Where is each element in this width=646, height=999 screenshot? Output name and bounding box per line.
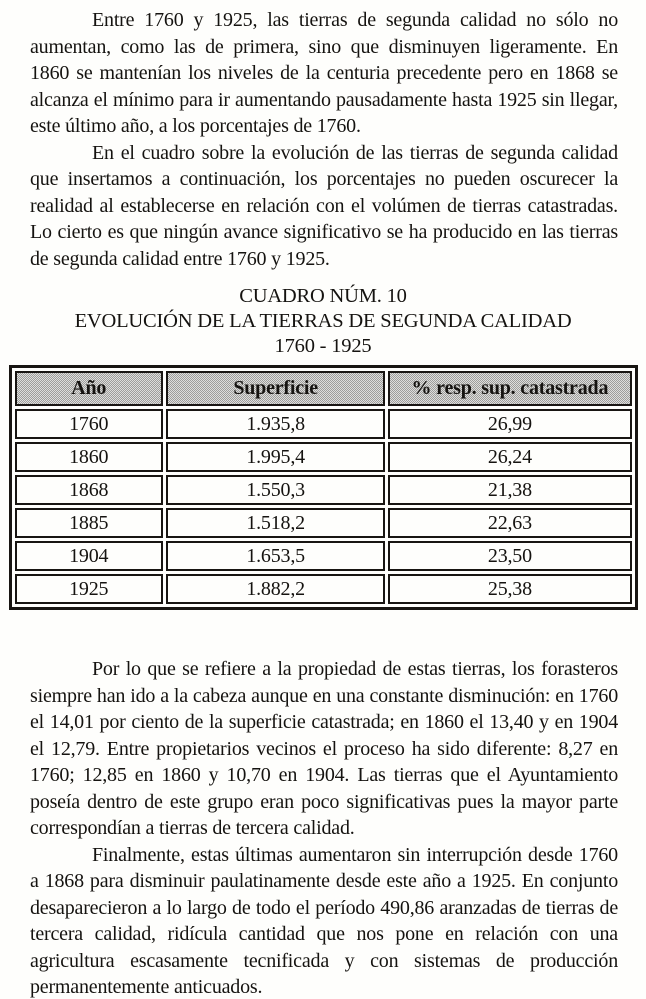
cell-porcentaje: 26,99 xyxy=(388,409,631,439)
paragraph-cuadro-intro: En el cuadro sobre la evolución de las tierras de segunda calidad que insertamos a continuación, los porcentajes no pueden oscurecer la realidad al establecerse en relación con el volúmen de tierras catastradas. Lo cierto es que ningún avance significativo se ha producido en las tierras de segunda calidad entre 1760 y 1925. xyxy=(30,141,618,270)
cell-ano: 1860 xyxy=(15,442,163,472)
table-header-row xyxy=(15,371,632,406)
table-caption xyxy=(0,284,646,359)
table-row xyxy=(15,508,632,538)
cell-superficie: 1.550,3 xyxy=(166,475,385,505)
cell-superficie: 1.882,2 xyxy=(166,574,385,604)
table-row xyxy=(15,475,632,505)
cell-superficie: 1.935,8 xyxy=(166,409,385,439)
table-subtitle: EVOLUCIÓN DE LA TIERRAS DE SEGUNDA CALIDAD xyxy=(74,310,572,332)
paragraph-finalmente: Finalmente, estas últimas aumentaron sin interrupción desde 1760 a 1868 para disminuir paulatinamente desde este año a 1925. En conjunto desaparecieron a lo largo de todo el período 490,86 aranzadas de tierras de tercera calidad, ridícula cantidad que nos pone en relación con una agricultura escasamente tecnificada y con sistemas de producción permanentemente anticuados. xyxy=(30,843,618,998)
paragraph-intro: Entre 1760 y 1925, las tierras de segunda calidad no sólo no aumentan, como las de primera, sino que disminuyen ligeramente. En 1860 se mantenían los niveles de la centuria precedente pero en 1868 se alcanza el mínimo para ir aumentando pausadamente hasta 1925 sin llegar, este último año, a los porcentajes de 1760. xyxy=(30,9,618,137)
cell-porcentaje: 21,38 xyxy=(388,475,631,505)
cell-superficie: 1.995,4 xyxy=(166,442,385,472)
table-row xyxy=(15,409,632,439)
table-period: 1760 - 1925 xyxy=(274,335,372,357)
cell-superficie: 1.653,5 xyxy=(166,541,385,571)
cell-ano: 1885 xyxy=(15,508,163,538)
column-header-ano: Año xyxy=(15,371,163,406)
cell-ano: 1925 xyxy=(15,574,163,604)
column-header-superficie: Superficie xyxy=(166,371,385,406)
cell-porcentaje: 22,63 xyxy=(388,508,631,538)
table-row xyxy=(15,574,632,604)
table-title: CUADRO NÚM. 10 xyxy=(239,285,407,307)
table-row xyxy=(15,442,632,472)
table-row xyxy=(15,541,632,571)
cell-ano: 1868 xyxy=(15,475,163,505)
cell-ano: 1904 xyxy=(15,541,163,571)
whitespace-divider xyxy=(0,610,646,656)
column-header-porcentaje: % resp. sup. catastrada xyxy=(388,371,631,406)
paragraph-propiedad: Por lo que se refiere a la propiedad de estas tierras, los forasteros siempre han ido a la cabeza aunque en una constante disminución: en 1760 el 14,01 por ciento de la superficie catastrada; en 1860 el 13,40 y en 1904 el 12,79. Entre propietarios vecinos el proceso ha sido diferente: 8,27 en 1760; 12,85 en 1860 y 10,70 en 1904. Las tierras que el Ayuntamiento poseía dentro de este grupo eran poco significativas pues la mayor parte correspondían a tierras de tercera calidad. xyxy=(30,658,618,839)
cell-superficie: 1.518,2 xyxy=(166,508,385,538)
cell-ano: 1760 xyxy=(15,409,163,439)
cell-porcentaje: 23,50 xyxy=(388,541,631,571)
cell-porcentaje: 26,24 xyxy=(388,442,631,472)
cell-porcentaje: 25,38 xyxy=(388,574,631,604)
cuadro-10-table xyxy=(9,365,638,610)
